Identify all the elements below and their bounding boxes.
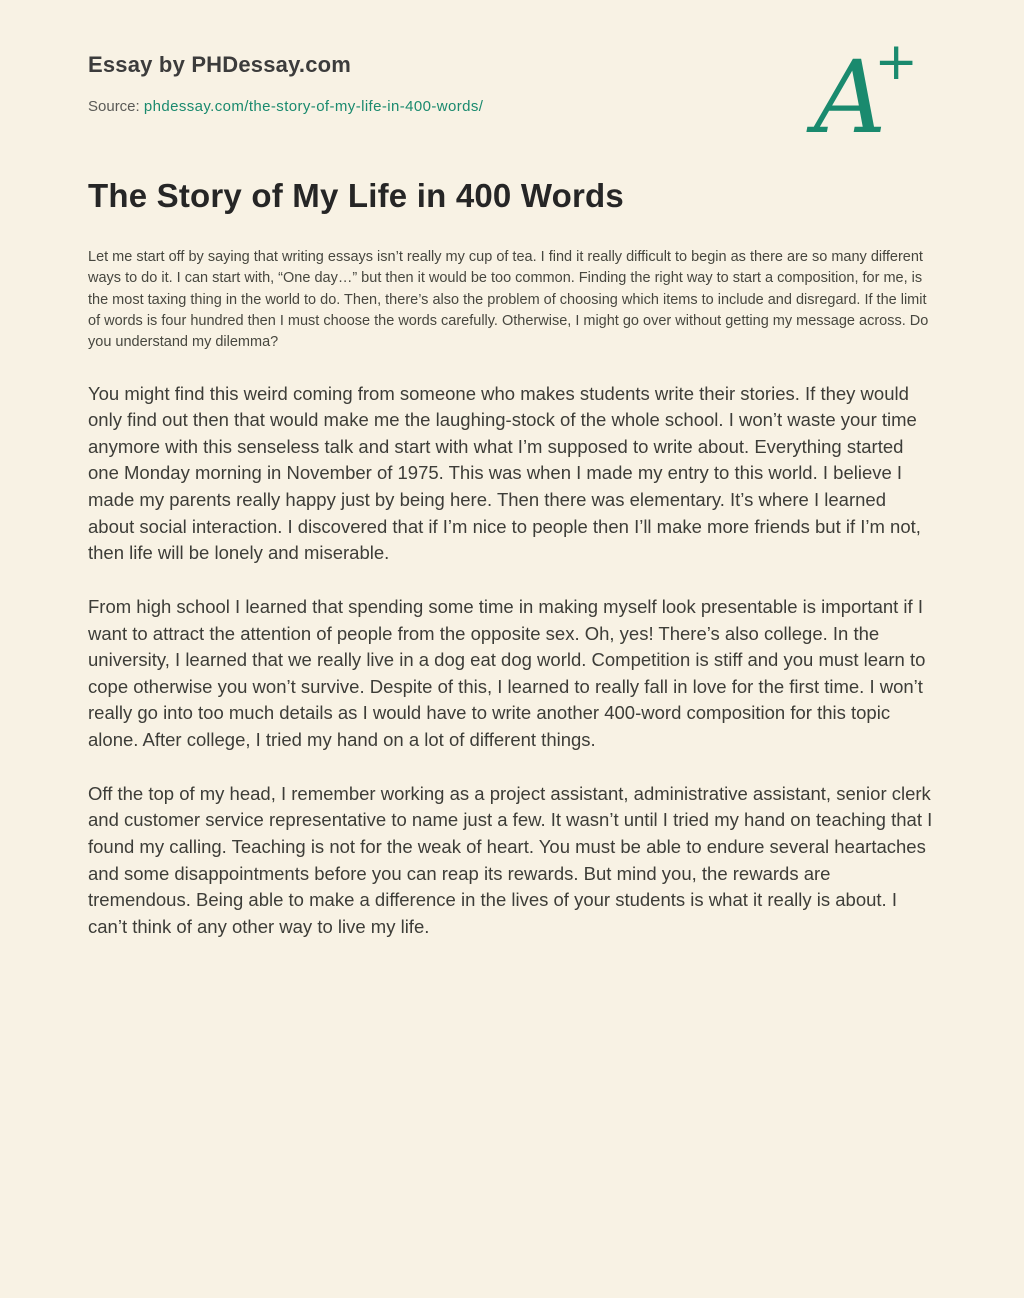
- intro-paragraph: Let me start off by saying that writing essays isn’t really my cup of tea. I find it really difficult to begin as there are so many different ways to do it. I can start with, “One day…” but then it would be too common. Finding the right way to start a composition, for me, is the most taxing thing in the world to do. Then, there’s also the problem of choosing which items to include and disregard. If the limit of words is four hundred then I must choose the words carefully. Otherwise, I might go over without getting my message across. Do you understand my dilemma?: [88, 249, 929, 351]
- body-paragraph: From high school I learned that spending some time in making myself look presentable is important if I want to attract the attention of people from the opposite sex. Oh, yes! There’s also college. In the university, I learned that we really live in a dog eat dog world. Competition is stiff and you must learn to cope otherwise you won’t survive. Despite of this, I learned to really fall in love for the first time. I won’t really go into too much details as I would have to write another 400-word composition for this topic alone. After college, I tried my hand on a lot of different things.: [88, 595, 926, 751]
- source-link[interactable]: phdessay.com/the-story-of-my-life-in-400-words/: [143, 98, 484, 115]
- logo-letter-a: A: [814, 39, 887, 156]
- source-line: [88, 98, 936, 115]
- source-label: Source:: [88, 98, 140, 115]
- body-paragraph: Off the top of my head, I remember working as a project assistant, administrative assistant, senior clerk and customer service representative to name just a few. It wasn’t until I tried my hand on teaching that I found my calling. Teaching is not for the weak of heart. You must be able to endure several heartaches and some disappointments before you can reap its rewards. But mind you, the rewards are tremendous. Being able to make a difference in the lives of your students is what it really is about. I can’t think of any other way to live my life.: [88, 782, 933, 937]
- body-paragraph: You might find this weird coming from someone who makes students write their stories. If they would only find out then that would make me the laughing-stock of the whole school. I won’t waste your time anymore with this senseless talk and start with what I’m supposed to write about. Everything started one Monday morning in November of 1975. This was when I made my entry to this world. I believe I made my parents really happy just by being here. Then there was elementary. It’s where I learned about social interaction. I discovered that if I’m nice to people then I’ll make more friends but if I’m not, then life will be lonely and miserable.: [88, 382, 921, 564]
- phdessay-logo-icon: [814, 32, 924, 158]
- page-title: The Story of My Life in 400 Words: [88, 177, 624, 214]
- logo-plus-icon: +: [874, 32, 918, 92]
- header-title: Essay by PHDessay.com: [88, 52, 352, 77]
- page-header: [88, 32, 936, 156]
